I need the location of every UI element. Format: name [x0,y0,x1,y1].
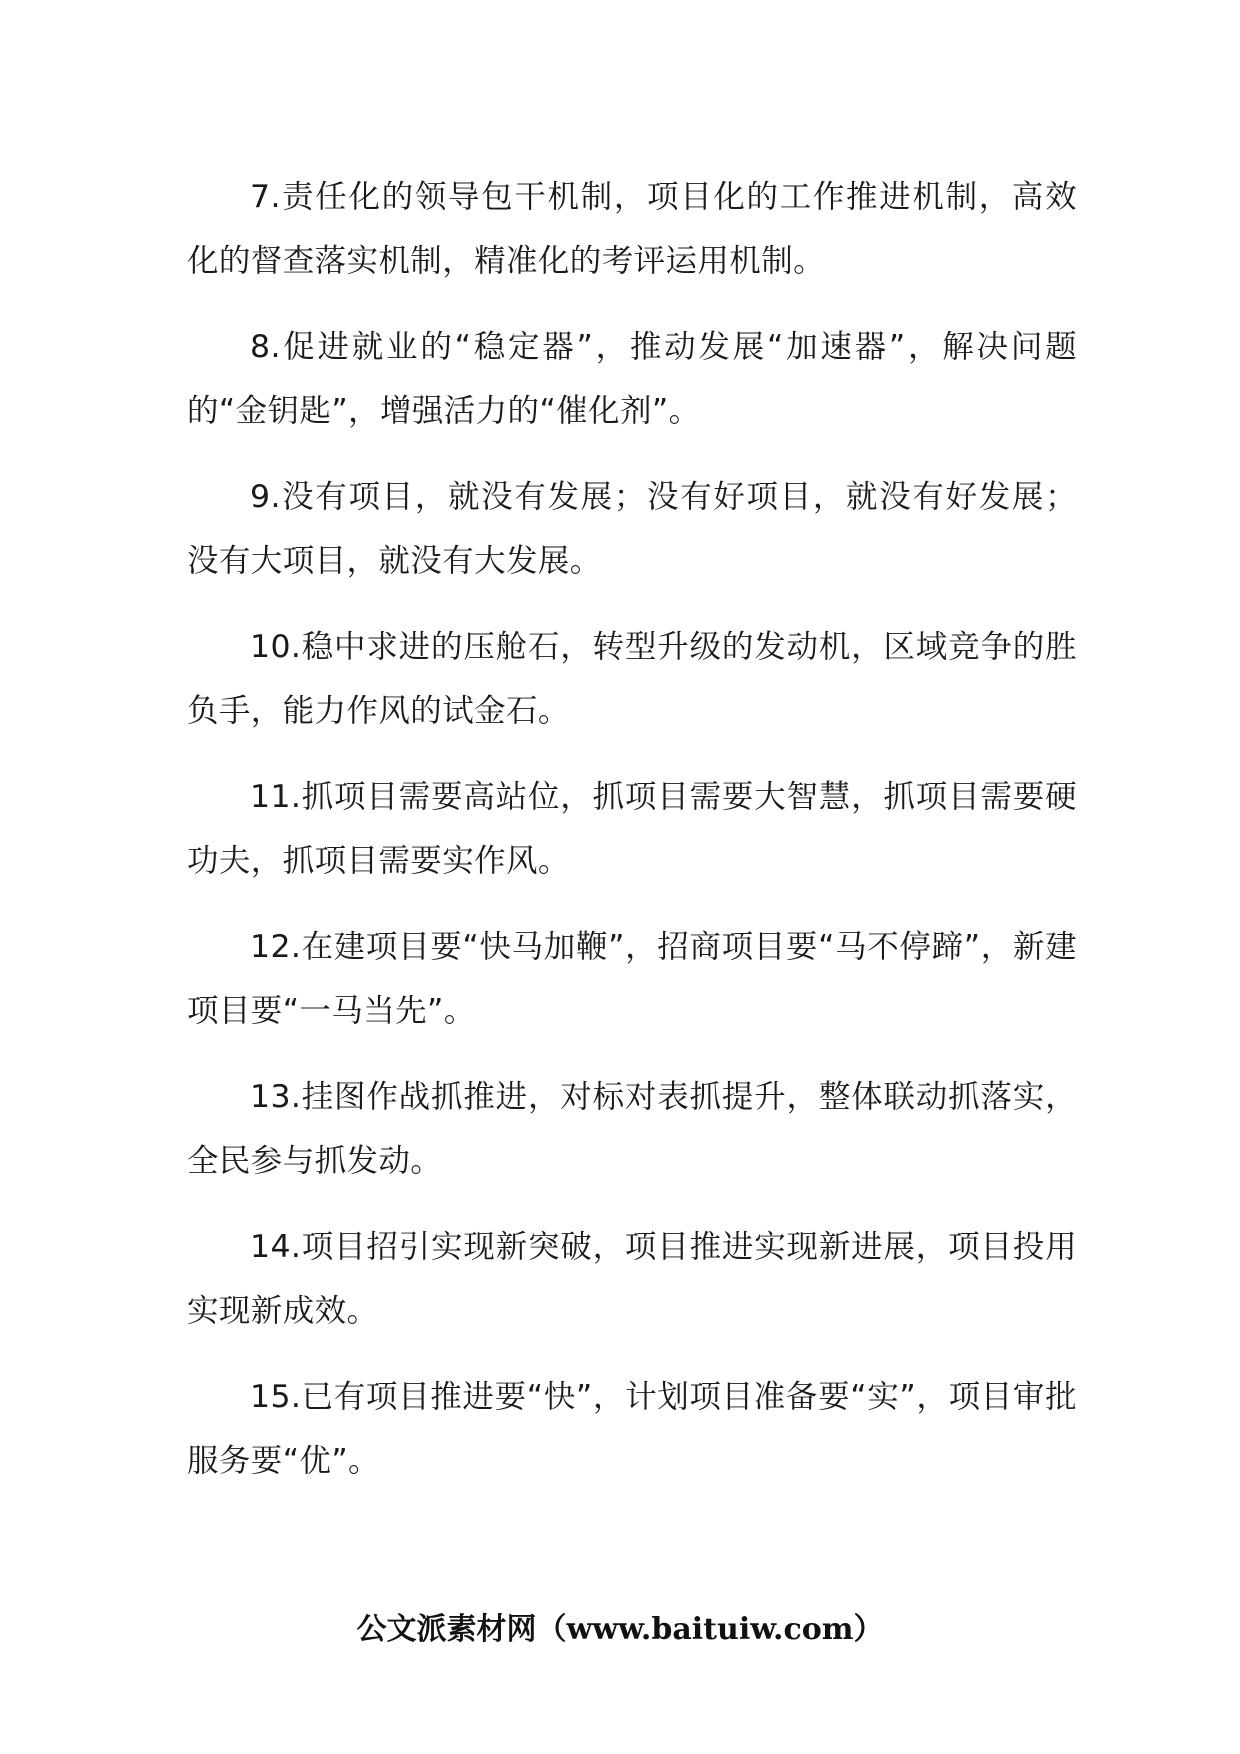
paragraph-10: 10.稳中求进的压舱石，转型升级的发动机，区域竞争的胜负手，能力作风的试金石。 [187,629,1077,729]
document-body [187,165,1077,1515]
paragraph-15: 15.已有项目推进要“快”，计划项目准备要“实”，项目审批服务要“优”。 [187,1379,1077,1479]
paragraph-11: 11.抓项目需要高站位，抓项目需要大智慧，抓项目需要硬功夫，抓项目需要实作风。 [187,779,1077,879]
paragraph-7: 7.责任化的领导包干机制，项目化的工作推进机制，高效化的督查落实机制，精准化的考评运用机制。 [187,179,1077,279]
paragraph-14: 14.项目招引实现新突破，项目推进实现新进展，项目投用实现新成效。 [187,1229,1077,1329]
paragraph-12: 12.在建项目要“快马加鞭”，招商项目要“马不停蹄”，新建项目要“一马当先”。 [187,929,1077,1029]
paragraph-9: 9.没有项目，就没有发展；没有好项目，就没有好发展；没有大项目，就没有大发展。 [187,479,1077,579]
paragraph-8: 8.促进就业的“稳定器”，推动发展“加速器”，解决问题的“金钥匙”，增强活力的“催化剂”。 [187,329,1077,429]
page-footer: 公文派素材网（www.baituiw.com） [356,1612,884,1647]
paragraph-13: 13.挂图作战抓推进，对标对表抓提升，整体联动抓落实，全民参与抓发动。 [187,1079,1077,1179]
